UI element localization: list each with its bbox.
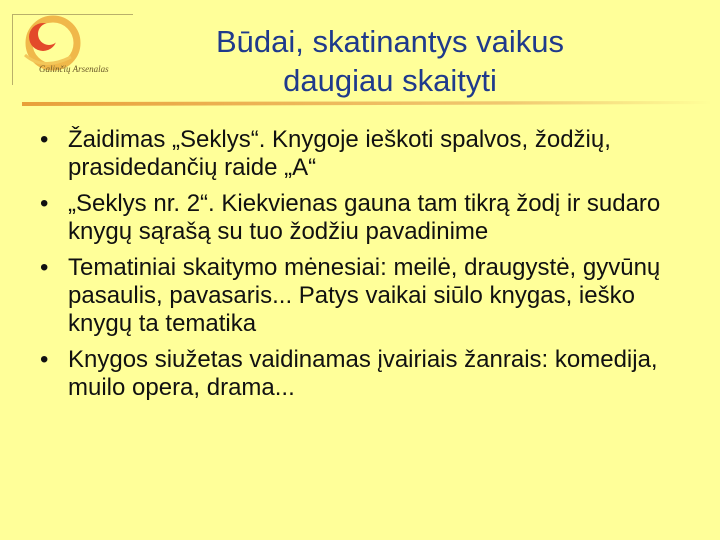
- bullet-marker: •: [40, 190, 49, 217]
- bullet-list: [36, 126, 696, 410]
- bullet-item: [36, 346, 696, 402]
- bullet-text: „Seklys nr. 2“. Kiekvienas gauna tam tikrą žodį ir sudaro knygų sąrašą su tuo žodžiu pavadinime: [68, 190, 661, 245]
- bullet-item: [36, 126, 696, 182]
- bullet-marker: •: [40, 254, 49, 281]
- title-underline: [22, 98, 712, 108]
- bullet-text: Žaidimas „Seklys“. Knygoje ieškoti spalvos, žodžių, prasidedančių raide „A“: [68, 126, 611, 181]
- slide-title: [160, 22, 620, 100]
- logo-text: Galinčių Arsenalas: [39, 64, 109, 74]
- logo: [12, 14, 133, 85]
- bullet-marker: •: [40, 126, 49, 153]
- title-line-1: Būdai, skatinantys vaikus: [215, 24, 565, 59]
- bullet-item: [36, 190, 696, 246]
- bullet-text: Tematiniai skaitymo mėnesiai: meilė, draugystė, gyvūnų pasaulis, pavasaris... Patys vaikai siūlo knygas, ieško knygų ta tematika: [68, 254, 661, 337]
- bullet-item: [36, 254, 696, 338]
- bullet-text: Knygos siužetas vaidinamas įvairiais žanrais: komedija, muilo opera, drama...: [68, 346, 658, 401]
- sun-crescent-logo-icon: [13, 15, 133, 85]
- bullet-marker: •: [40, 346, 49, 373]
- title-line-2: daugiau skaityti: [283, 63, 497, 98]
